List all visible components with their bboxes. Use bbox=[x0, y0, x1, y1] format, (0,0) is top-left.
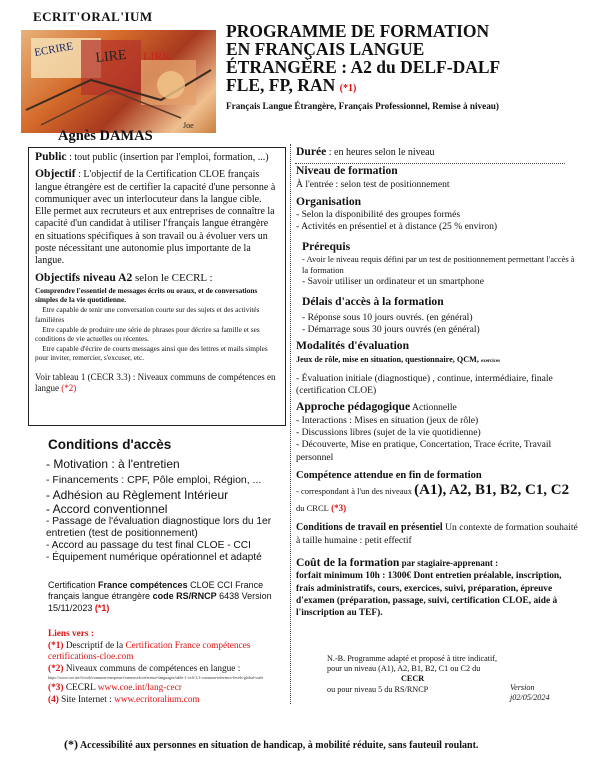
prerequis-label: Prérequis bbox=[302, 239, 351, 253]
cout-text: forfait minimum 10h : 1300€ Dont entretien préalable, inscription, frais administratifs, cours, exercices, suivi, préparation, épreuve d'examen (préparation, passage, suivi, certification CLOE, aide à l'inscription au TEF). bbox=[296, 571, 562, 619]
accessibility-footer: (*) Accessibilité aux personnes en situation de handicap, à mobilité réduite, sans fauteuil roulant. bbox=[64, 737, 479, 751]
condition-item: - Financements : CPF, Pôle emploi, Région, ... bbox=[46, 473, 262, 486]
objectif-item: Etre capable de produire une série de phrases pour décrire sa famille et ses conditions de vie actuelles ou récentes. bbox=[35, 324, 262, 343]
link-cecr[interactable]: www.coe.int/lang-cecr bbox=[97, 683, 182, 694]
logo-image bbox=[21, 30, 216, 133]
logo-text-ecrire: ECRIRE bbox=[33, 40, 75, 59]
logo-signature: Joe bbox=[183, 121, 194, 130]
niveau-label: Niveau de formation bbox=[296, 164, 398, 178]
conditions-list bbox=[46, 458, 286, 564]
cout-label: Coût de la formation bbox=[296, 555, 400, 569]
note-line: N.-B. Programme adapté et proposé à titre indicatif, bbox=[327, 654, 498, 663]
brand-name: ECRIT'ORAL'IUM bbox=[33, 9, 153, 24]
title-line: ÉTRANGÈRE : A2 du DELF-DALF bbox=[226, 57, 501, 77]
approche-item: - Interactions : Mises en situation (jeux de rôle) bbox=[296, 414, 479, 426]
note-cecr: CECR bbox=[401, 674, 425, 684]
link-item: (*2) Niveaux communs de compétences en langue : bbox=[48, 663, 241, 674]
approche-tag: Actionnelle bbox=[410, 402, 457, 414]
duree-label: Durée bbox=[296, 145, 327, 158]
approche-item: - Discussions libres (sujet de la vie quotidienne) bbox=[296, 427, 481, 439]
page-title bbox=[226, 22, 566, 98]
objectifs-niveau-label: Objectifs niveau A2 bbox=[35, 270, 133, 284]
note-line: ou pour niveau 5 du RS/RNCP bbox=[327, 684, 429, 694]
prerequis-item: - Savoir utiliser un ordinateur et un smartphone bbox=[302, 276, 484, 288]
version-date: j02/05/2024 bbox=[510, 693, 550, 702]
organisation-item: - Selon la disponibilité des groupes formés bbox=[296, 209, 461, 221]
version-label: Version bbox=[510, 683, 535, 692]
certification-text: Certification France compétences CLOE CCI France français langue étrangère code RS/RNCP 6438 Version 15/11/2023 (*1) bbox=[48, 580, 272, 613]
cout-sub: par stagiaire-apprenant : bbox=[399, 557, 499, 568]
delais-label: Délais d'accès à la formation bbox=[302, 295, 444, 309]
public-text: : tout public (insertion par l'emploi, formation, ...) bbox=[66, 152, 269, 163]
objectif-item: Etre capable de tenir une conversation courte sur des sujets et des activités familières bbox=[35, 305, 262, 324]
conditions-travail-text: Un contexte de formation souhaité à taille humaine : petit effectif bbox=[296, 522, 578, 546]
link-coe-table[interactable]: https://www.coe.int/fr/web/common-european-framework-reference-languages/table-1-cefr-3.3-common-reference-levels-global-scale bbox=[48, 675, 264, 681]
competence-label: Compétence attendue en fin de formation bbox=[296, 469, 482, 481]
right-column bbox=[296, 146, 578, 620]
note-line: pour un niveau (A1), A2, B1, B2, C1 ou C2 du bbox=[327, 664, 481, 674]
modalites-text: - Évaluation initiale (diagnostique) , continue, intermédiaire, finale (certification CLOE) bbox=[296, 372, 553, 397]
niveau-text: À l'entrée : selon test de positionnement bbox=[296, 178, 450, 190]
objectif-item: Comprendre l'essentiel de messages écrits ou oraux, et de conversations simples de la vie quotidienne. bbox=[35, 285, 258, 305]
competence-text: - correspondant à l'un des niveaux (A1), A2, B1, B2, C1, C2 du CRCL (*3) bbox=[296, 482, 570, 514]
title-line: FLE, FP, RAN (*1) bbox=[226, 75, 357, 95]
public-label: Public bbox=[35, 150, 67, 163]
prerequis-item: - Avoir le niveau requis défini par un test de positionnement permettant l'accès à la formation bbox=[302, 254, 575, 276]
delais-item: - Démarrage sous 30 jours ouvrés (en général) bbox=[302, 323, 480, 335]
condition-item: - Passage de l'évaluation diagnostique lors du 1er entretien (test de positionnement) bbox=[46, 516, 272, 540]
delais-item: - Réponse sous 10 jours ouvrés. (en général) bbox=[302, 311, 473, 323]
link-item: (*3) CECRL www.coe.int/lang-cecr bbox=[48, 683, 182, 694]
objectifs-niveau-text: selon le CECRL : bbox=[132, 271, 213, 284]
voir-tableau: Voir tableau 1 (CECR 3.3) : Niveaux communs de compétences en langue (*2) bbox=[35, 371, 276, 393]
organisation-label: Organisation bbox=[296, 194, 362, 208]
left-info-box bbox=[28, 147, 286, 426]
logo-text-lire-red: LIRE bbox=[143, 49, 170, 63]
duree-text: : en heures selon le niveau bbox=[326, 147, 435, 158]
link-item: (4) Site Internet : www.ecritoralium.com bbox=[48, 694, 200, 705]
condition-item: - Adhésion au Règlement Intérieur bbox=[46, 488, 229, 503]
condition-item: - Motivation : à l'entretien bbox=[46, 457, 180, 471]
link-website[interactable]: www.ecritoralium.com bbox=[114, 694, 200, 705]
links-title: Liens vers : bbox=[48, 629, 94, 639]
logo-text-lire: LIRE bbox=[94, 47, 128, 66]
column-divider bbox=[290, 144, 291, 704]
organisation-item: - Activités en présentiel et à distance (25 % environ) bbox=[296, 221, 498, 233]
objectif-label: Objectif bbox=[35, 167, 76, 181]
title-footnote-mark: (*1) bbox=[339, 83, 357, 94]
conditions-travail-label: Conditions de travail en présentiel bbox=[296, 522, 443, 534]
title-line: EN FRANÇAIS LANGUE bbox=[226, 39, 425, 59]
link-cloe[interactable]: certifications-cloe.com bbox=[48, 652, 134, 663]
condition-item: - Accord au passage du test final CLOE - CCI bbox=[46, 540, 251, 552]
objectif-text: : L'objectif de la Certification CLOE français langue étrangère est de certifier la capacité d'une personne à communiquer avec un interlocuteur dans la langue cible. Elle permet aux recruteurs et aux entreprises de connaître la capacité d'un candidat à utiliser l'français langue étrangère en situations spécifiques à son travail ou à évoluer vers un poste nécessitant une autonomie plus importante de la langue. bbox=[35, 169, 276, 267]
condition-item: - Équipement numérique opérationnel et adapté bbox=[46, 552, 262, 564]
title-line: PROGRAMME DE FORMATION bbox=[226, 21, 490, 41]
approche-item: - Découverte, Mise en pratique, Concertation, Trace écrite, Travail personnel bbox=[296, 439, 552, 463]
approche-label: Approche pédagogique bbox=[296, 400, 411, 414]
objectif-item: Etre capable d'écrire de courts messages ainsi que des lettres et mails simples pour inviter, remercier, s'excuser, etc. bbox=[35, 344, 270, 363]
modalites-label: Modalités d'évaluation bbox=[296, 339, 410, 353]
version-info bbox=[510, 683, 550, 703]
author-name: Agnès DAMAS bbox=[58, 128, 153, 144]
condition-item: - Accord conventionnel bbox=[46, 501, 168, 516]
modalites-sub: Jeux de rôle, mise en situation, questionnaire, QCM, exercices bbox=[296, 354, 501, 364]
links-section bbox=[48, 629, 298, 707]
link-item: (*1) Descriptif de la Certification France compétences bbox=[48, 640, 251, 651]
conditions-title: Conditions d'accès bbox=[48, 437, 172, 452]
page-subtitle: Français Langue Étrangère, Français Professionnel, Remise à niveau) bbox=[226, 101, 499, 111]
nb-note bbox=[327, 654, 537, 695]
